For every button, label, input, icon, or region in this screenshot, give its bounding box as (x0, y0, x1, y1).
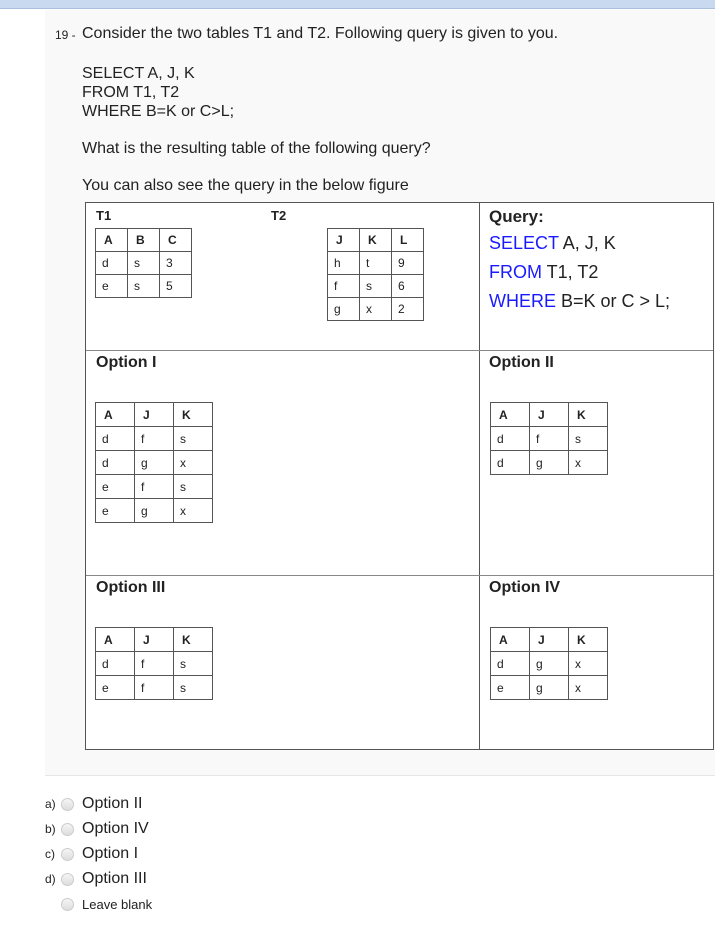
column-header: J (135, 628, 174, 652)
answer-label[interactable]: Option I (82, 845, 139, 862)
table-cell: d (491, 427, 530, 451)
table-cell: x (569, 676, 608, 700)
column-header: J (328, 229, 360, 252)
table-cell: x (569, 652, 608, 676)
divider (479, 203, 480, 749)
table-cell: s (174, 676, 213, 700)
table-row (491, 451, 608, 475)
table-cell: e (96, 676, 135, 700)
answer-letter: d) (45, 872, 56, 886)
table-cell: s (128, 275, 160, 298)
option-4-table (490, 627, 608, 700)
table-cell: g (135, 499, 174, 523)
column-header: J (135, 403, 174, 427)
table-row (491, 427, 608, 451)
table-cell: s (174, 652, 213, 676)
sql-keyword: FROM (489, 262, 542, 282)
column-header: K (174, 628, 213, 652)
column-header: L (392, 229, 424, 252)
question-prompt: What is the resulting table of the following query? (82, 140, 431, 157)
table-cell: s (569, 427, 608, 451)
query-line (489, 233, 616, 254)
column-header: K (174, 403, 213, 427)
radio-button[interactable] (61, 898, 74, 911)
table-row (96, 252, 192, 275)
sql-text: A, J, K (558, 233, 616, 253)
sql-line: SELECT A, J, K (82, 65, 195, 82)
table-row (491, 652, 608, 676)
table-row (491, 676, 608, 700)
figure-note: You can also see the query in the below figure (82, 177, 409, 194)
table-cell: f (530, 427, 569, 451)
column-header: K (569, 403, 608, 427)
option-1-label: Option I (96, 354, 157, 371)
column-header: A (491, 628, 530, 652)
table-cell: x (360, 298, 392, 321)
table-cell: f (135, 676, 174, 700)
table-cell: e (96, 475, 135, 499)
option-2-label: Option II (489, 354, 554, 371)
table-cell: h (328, 252, 360, 275)
sql-line: FROM T1, T2 (82, 84, 180, 101)
table-row (328, 298, 424, 321)
column-header: J (530, 403, 569, 427)
header-row (96, 628, 213, 652)
answer-label[interactable]: Option III (82, 870, 147, 887)
table-row (96, 475, 213, 499)
table-cell: x (174, 499, 213, 523)
table-row (96, 676, 213, 700)
radio-button[interactable] (61, 798, 74, 811)
sql-line: WHERE B=K or C>L; (82, 103, 235, 120)
column-header: A (96, 403, 135, 427)
column-header: K (360, 229, 392, 252)
option-4-label: Option IV (489, 579, 561, 596)
table-row (328, 252, 424, 275)
header-row (96, 403, 213, 427)
t2-table (327, 228, 424, 321)
table-cell: s (128, 252, 160, 275)
column-header: A (491, 403, 530, 427)
option-3-table (95, 627, 213, 700)
table-cell: g (530, 451, 569, 475)
table-cell: g (530, 652, 569, 676)
radio-button[interactable] (61, 823, 74, 836)
radio-button[interactable] (61, 873, 74, 886)
table-cell: d (96, 252, 128, 275)
divider (86, 350, 713, 351)
table-row (96, 652, 213, 676)
table-row (96, 499, 213, 523)
column-header: J (530, 628, 569, 652)
table-row (96, 451, 213, 475)
column-header: K (569, 628, 608, 652)
sql-text: B=K or C > L; (556, 291, 671, 311)
table-cell: e (96, 499, 135, 523)
table-cell: x (174, 451, 213, 475)
table-cell: e (96, 275, 128, 298)
header-row (96, 229, 192, 252)
table-cell: 2 (392, 298, 424, 321)
t1-label: T1 (96, 208, 112, 223)
table-cell: f (135, 427, 174, 451)
answer-letter: a) (45, 797, 56, 811)
answer-letter: c) (45, 847, 55, 861)
table-cell: e (491, 676, 530, 700)
option-1-table (95, 402, 213, 523)
divider (86, 575, 713, 576)
query-line (489, 262, 598, 283)
table-cell: 5 (160, 275, 192, 298)
query-label: Query: (489, 207, 544, 226)
table-cell: 9 (392, 252, 424, 275)
t1-table (95, 228, 192, 298)
answer-label[interactable]: Option IV (82, 820, 149, 837)
table-cell: g (530, 676, 569, 700)
answer-c[interactable] (45, 845, 138, 863)
sql-text: T1, T2 (542, 262, 599, 282)
answer-b[interactable] (45, 820, 149, 838)
answer-leave-blank[interactable] (45, 897, 152, 912)
table-cell: g (135, 451, 174, 475)
table-cell: 3 (160, 252, 192, 275)
query-line (489, 291, 670, 312)
table-cell: d (96, 427, 135, 451)
answer-letter: b) (45, 822, 56, 836)
answer-a[interactable] (45, 795, 142, 813)
question-intro: Consider the two tables T1 and T2. Following query is given to you. (82, 25, 559, 42)
column-header: C (160, 229, 192, 252)
answer-d[interactable] (45, 870, 147, 888)
table-cell: x (569, 451, 608, 475)
table-cell: 6 (392, 275, 424, 298)
option-3-label: Option III (96, 579, 166, 596)
table-row (96, 275, 192, 298)
table-cell: s (174, 475, 213, 499)
answer-label[interactable]: Leave blank (82, 897, 153, 912)
table-cell: d (491, 652, 530, 676)
t2-label: T2 (271, 208, 287, 223)
header-row (491, 628, 608, 652)
table-cell: t (360, 252, 392, 275)
answer-label[interactable]: Option II (82, 795, 143, 812)
column-header: A (96, 628, 135, 652)
question-number: 19 - (55, 28, 76, 42)
table-cell: s (360, 275, 392, 298)
table-cell: d (491, 451, 530, 475)
column-header: B (128, 229, 160, 252)
table-cell: f (135, 652, 174, 676)
table-cell: s (174, 427, 213, 451)
table-cell: f (328, 275, 360, 298)
top-bar (0, 0, 715, 9)
radio-button[interactable] (61, 848, 74, 861)
header-row (328, 229, 424, 252)
table-cell: d (96, 652, 135, 676)
sql-keyword: WHERE (489, 291, 556, 311)
table-row (96, 427, 213, 451)
column-header: A (96, 229, 128, 252)
table-cell: f (135, 475, 174, 499)
table-cell: g (328, 298, 360, 321)
question-sql (82, 64, 234, 121)
table-cell: d (96, 451, 135, 475)
option-2-table (490, 402, 608, 475)
sql-keyword: SELECT (489, 233, 559, 253)
query-figure (85, 202, 714, 750)
table-row (328, 275, 424, 298)
header-row (491, 403, 608, 427)
